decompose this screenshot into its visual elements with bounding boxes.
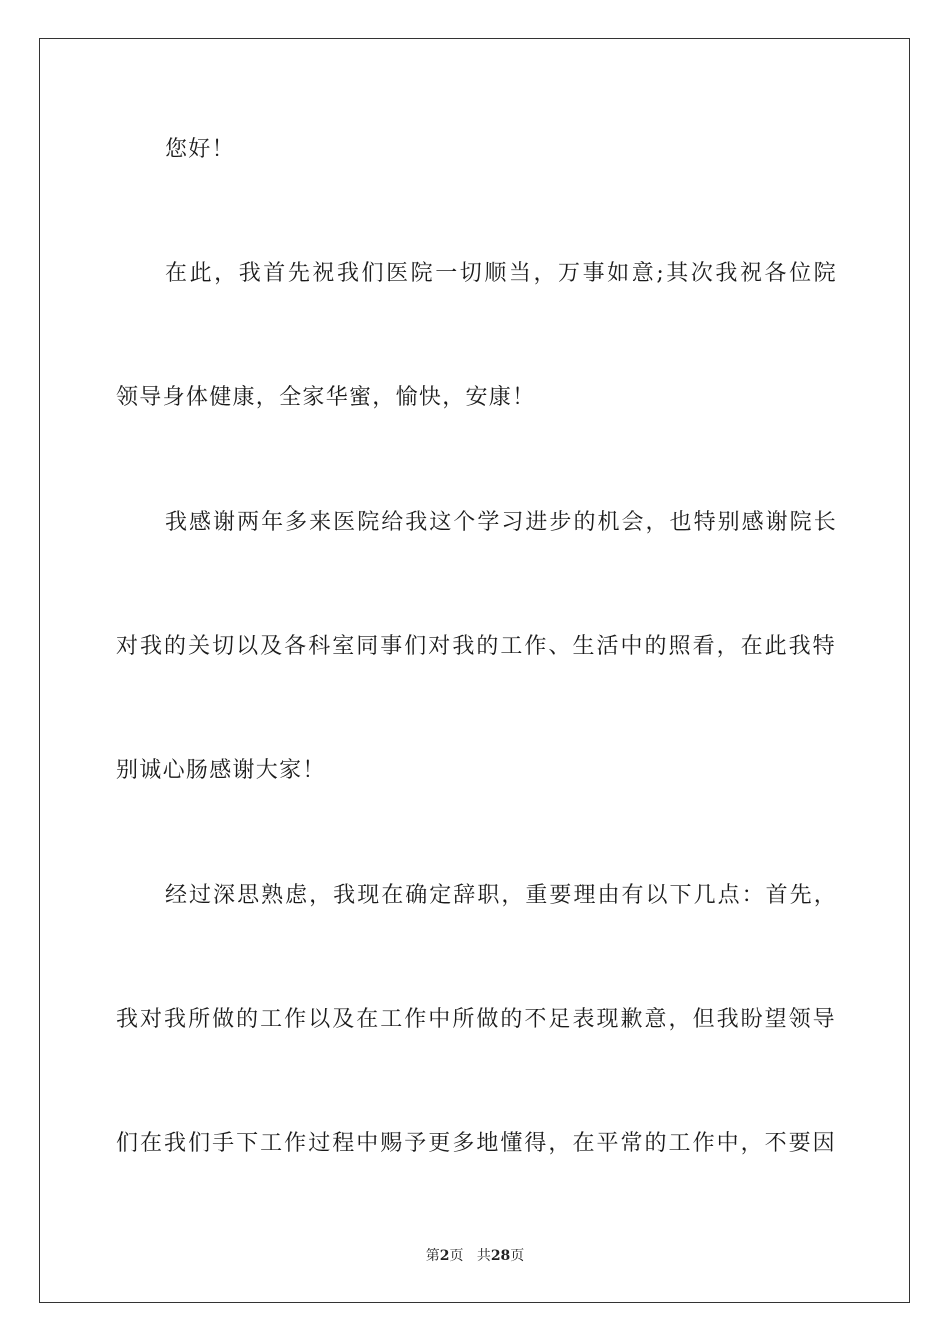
paragraph-1-line-2: 领导身体健康，全家华蜜，愉快，安康！: [116, 385, 536, 410]
paragraph-3-line-1: 经过深思熟虑，我现在确定辞职，重要理由有以下几点：首先，: [165, 883, 837, 908]
paragraph-3-line-2: 我对我所做的工作以及在工作中所做的不足表现歉意，但我盼望领导: [116, 1007, 836, 1032]
paragraph-2-line-1: 我感谢两年多来医院给我这个学习进步的机会，也特别感谢院长: [165, 510, 837, 535]
greeting-line: 您好！: [165, 137, 235, 162]
total-prefix: 共: [476, 1248, 491, 1264]
total-pages: 28: [490, 1248, 511, 1264]
page-prefix: 第: [425, 1248, 440, 1264]
paragraph-2-line-3: 别诚心肠感谢大家！: [116, 758, 326, 783]
page-number: 2: [439, 1248, 450, 1264]
page-suffix: 页: [449, 1248, 464, 1264]
total-suffix: 页: [510, 1248, 525, 1264]
paragraph-1-line-1: 在此，我首先祝我们医院一切顺当，万事如意;其次我祝各位院: [165, 261, 837, 286]
paragraph-2-line-2: 对我的关切以及各科室同事们对我的工作、生活中的照看，在此我特: [116, 634, 836, 659]
page-footer: [0, 1247, 950, 1265]
page-border: [39, 38, 910, 1303]
paragraph-3-line-3: 们在我们手下工作过程中赐予更多地懂得，在平常的工作中，不要因: [116, 1131, 836, 1156]
